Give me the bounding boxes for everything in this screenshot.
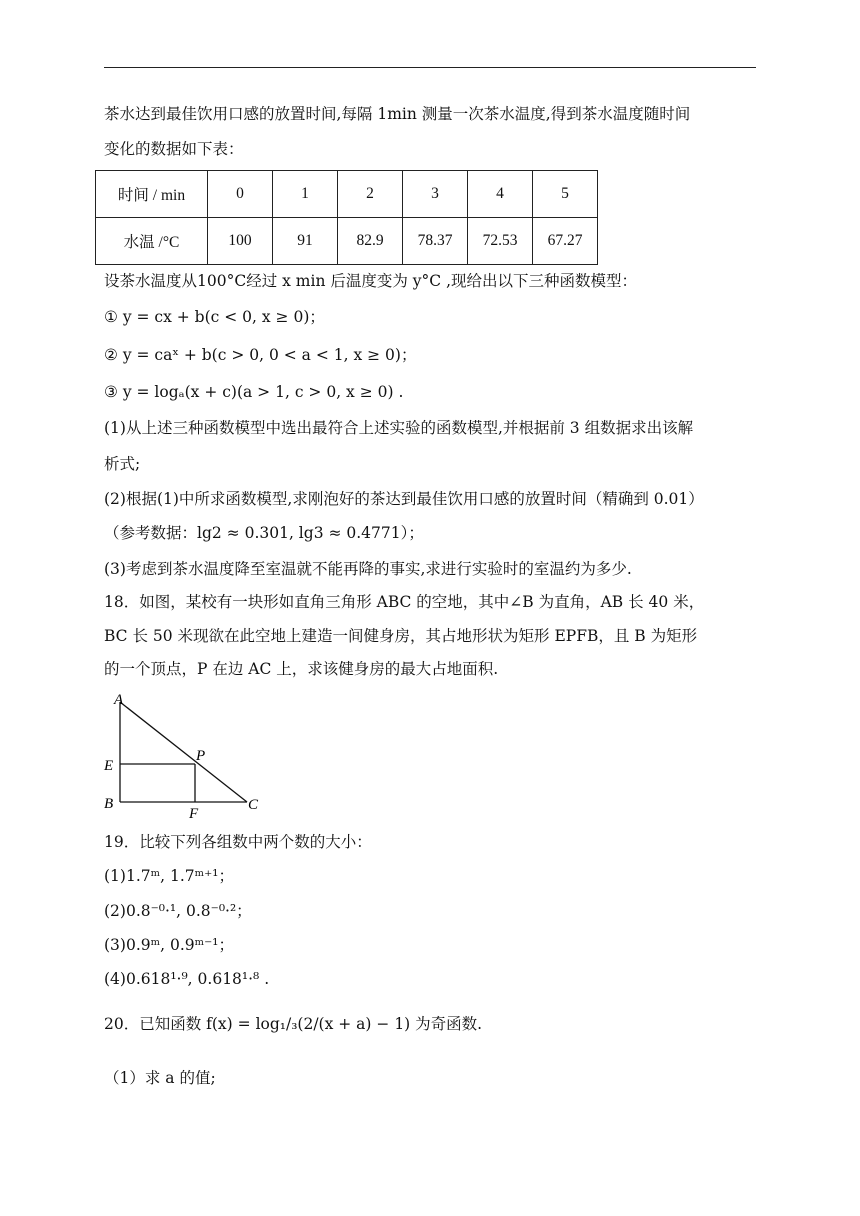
compare-1: (1)1.7ᵐ, 1.7ᵐ⁺¹；	[104, 867, 235, 885]
question-19: 19．比较下列各组数中两个数的大小：	[104, 833, 372, 851]
table-cell: 2	[338, 171, 403, 218]
question-20: 20．已知函数 f(x) = log₁/₃(2/(x + a) − 1) 为奇函数.	[104, 1015, 483, 1033]
segment-ac	[120, 702, 247, 802]
text-line: (2)根据(1)中所求函数模型,求刚泡好的茶达到最佳饮用口感的放置时间（精确到 0.01）	[104, 490, 704, 508]
table-cell: 3	[403, 171, 468, 218]
vertex-label-a: A	[114, 692, 124, 708]
table-cell: 67.27	[533, 218, 598, 265]
compare-4: (4)0.618¹·⁹, 0.618¹·⁸ .	[104, 970, 270, 988]
text-line: 析式;	[104, 455, 141, 473]
table-cell: 82.9	[338, 218, 403, 265]
table-cell: 100	[208, 218, 273, 265]
question-18: 18．如图，某校有一块形如直角三角形 ABC 的空地，其中∠B 为直角，AB 长 40 米，	[104, 593, 705, 611]
table-row	[96, 171, 598, 218]
table-cell: 1	[273, 171, 338, 218]
table-cell: 78.37	[403, 218, 468, 265]
table-header-cell: 时间 / min	[96, 171, 208, 218]
text-line: （1）求 a 的值;	[104, 1069, 216, 1087]
text-line: （参考数据：lg2 ≈ 0.301, lg3 ≈ 0.4771）；	[104, 524, 424, 542]
triangle-figure	[100, 688, 270, 818]
table-cell: 4	[468, 171, 533, 218]
text-line: 的一个顶点，P 在边 AC 上，求该健身房的最大占地面积.	[104, 660, 499, 678]
text-line: 设茶水温度从100°C经过 x min 后温度变为 y°C ,现给出以下三种函数模型：	[104, 272, 638, 290]
text-line: (3)考虑到茶水温度降至室温就不能再降的事实,求进行实验时的室温约为多少.	[104, 560, 632, 578]
compare-3: (3)0.9ᵐ, 0.9ᵐ⁻¹；	[104, 936, 235, 954]
text-line: (1)从上述三种函数模型中选出最符合上述实验的函数模型,并根据前 3 组数据求出该解	[104, 419, 694, 437]
table-header-cell: 水温 /°C	[96, 218, 208, 265]
table-cell: 0	[208, 171, 273, 218]
vertex-label-b: B	[104, 796, 114, 812]
compare-2: (2)0.8⁻⁰·¹, 0.8⁻⁰·²；	[104, 902, 252, 920]
table-cell: 5	[533, 171, 598, 218]
vertex-label-c: C	[248, 797, 259, 813]
vertex-label-p: P	[196, 748, 206, 764]
table-cell: 91	[273, 218, 338, 265]
temperature-table	[95, 170, 598, 265]
table-cell: 72.53	[468, 218, 533, 265]
text-line: 变化的数据如下表：	[104, 140, 244, 158]
text-line: 茶水达到最佳饮用口感的放置时间,每隔 1min 测量一次茶水温度,得到茶水温度随时间	[104, 105, 691, 123]
header-rule	[104, 67, 756, 68]
model-3: ③ y = logₐ(x + c)(a > 1, c > 0, x ≥ 0) .	[104, 383, 404, 401]
text-line: BC 长 50 米现欲在此空地上建造一间健身房，其占地形状为矩形 EPFB，且 B 为矩形	[104, 627, 698, 645]
model-1: ① y = cx + b(c < 0, x ≥ 0)；	[104, 308, 325, 326]
vertex-label-f: F	[189, 806, 199, 818]
model-2: ② y = caˣ + b(c > 0, 0 < a < 1, x ≥ 0)；	[104, 346, 417, 364]
table-row	[96, 218, 598, 265]
vertex-label-e: E	[104, 758, 114, 774]
